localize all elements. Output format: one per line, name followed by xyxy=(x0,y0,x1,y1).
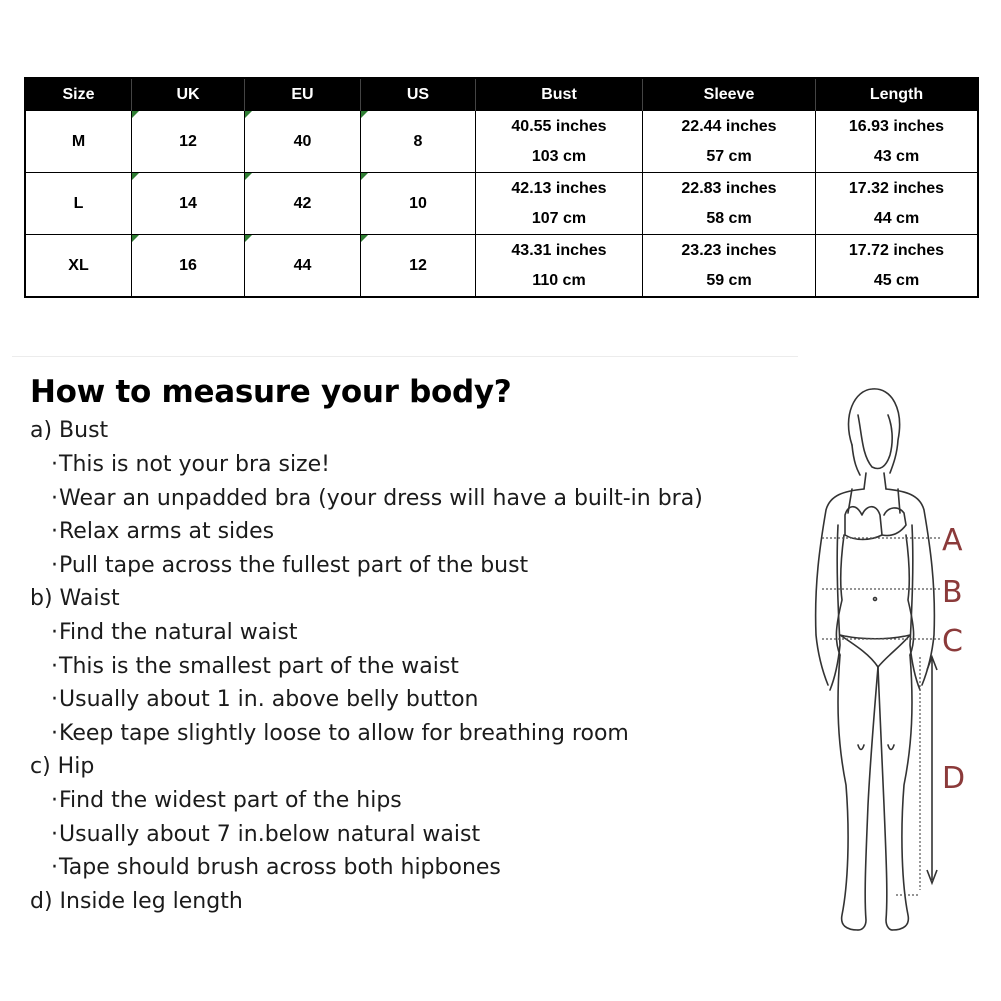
section-heading-waist: b) Waist xyxy=(30,586,120,611)
list-item-text: This is the smallest part of the waist xyxy=(59,653,459,679)
eu-value: 44 xyxy=(293,256,312,274)
label-a: A xyxy=(942,523,963,558)
eu-cell xyxy=(245,235,361,298)
header-bust: Bust xyxy=(476,78,643,111)
table-row xyxy=(25,111,978,173)
list-item xyxy=(30,515,810,549)
uk-value: 12 xyxy=(179,132,197,150)
us-cell xyxy=(361,173,476,235)
list-item xyxy=(30,818,810,852)
sleeve-cell xyxy=(643,173,816,235)
bust-cell xyxy=(476,111,643,173)
us-value: 12 xyxy=(409,256,427,274)
header-sleeve: Sleeve xyxy=(643,78,816,111)
bullet-dot-icon: · xyxy=(51,552,58,578)
section-heading-inside-leg: d) Inside leg length xyxy=(30,888,243,914)
section-divider xyxy=(12,356,798,357)
corner-marker-icon xyxy=(361,173,368,180)
us-cell xyxy=(361,111,476,173)
list-item-text: Relax arms at sides xyxy=(59,519,275,544)
length-cm: 43 cm xyxy=(873,147,920,165)
table-row xyxy=(25,173,978,235)
bust-cm: 103 cm xyxy=(531,147,587,165)
header-uk: UK xyxy=(132,78,245,111)
header-size: Size xyxy=(25,78,132,111)
section-heading-bust: a) Bust xyxy=(30,418,109,443)
bust-inches: 43.31 inches xyxy=(511,241,607,259)
list-item-text: Wear an unpadded bra (your dress will have a built-in bra) xyxy=(59,485,703,511)
corner-marker-icon xyxy=(132,173,139,180)
size-cell: L xyxy=(25,173,132,235)
sleeve-inches: 23.23 inches xyxy=(681,241,777,259)
corner-marker-icon xyxy=(361,235,368,242)
bullet-dot-icon: · xyxy=(51,720,58,746)
eu-value: 42 xyxy=(293,194,312,212)
eu-cell xyxy=(245,111,361,173)
bullet-dot-icon: · xyxy=(51,855,58,880)
us-value: 10 xyxy=(409,194,427,212)
eu-cell xyxy=(245,173,361,235)
list-item-text: Keep tape slightly loose to allow for breathing room xyxy=(59,720,629,746)
length-inches: 17.72 inches xyxy=(848,241,945,259)
eu-value: 40 xyxy=(293,132,312,150)
sleeve-inches: 22.44 inches xyxy=(681,117,777,135)
bullet-dot-icon: · xyxy=(51,519,58,544)
length-cell xyxy=(816,235,979,298)
header-eu: EU xyxy=(245,78,361,111)
list-item xyxy=(30,683,810,717)
sleeve-cm: 57 cm xyxy=(706,147,752,165)
list-item-text: Find the natural waist xyxy=(59,620,298,645)
table-row xyxy=(25,235,978,298)
body-measurement-figure xyxy=(800,385,985,940)
length-cm: 44 cm xyxy=(873,209,920,227)
size-cell: M xyxy=(25,111,132,173)
corner-marker-icon xyxy=(245,173,252,180)
uk-value: 16 xyxy=(179,256,197,274)
list-item xyxy=(30,448,810,482)
sleeve-cell xyxy=(643,111,816,173)
length-cell xyxy=(816,173,979,235)
guide-title: How to measure your body? xyxy=(30,374,512,410)
bullet-dot-icon: · xyxy=(51,452,58,477)
header-us: US xyxy=(361,78,476,111)
label-d: D xyxy=(942,761,966,796)
list-item xyxy=(30,650,810,684)
bust-cell xyxy=(476,235,643,298)
label-b: B xyxy=(942,575,963,610)
list-item xyxy=(30,784,810,818)
bullet-dot-icon: · xyxy=(51,788,58,813)
bullet-dot-icon: · xyxy=(51,620,58,645)
list-item xyxy=(30,549,810,583)
list-item xyxy=(30,717,810,751)
list-item-text: Usually about 7 in.below natural waist xyxy=(59,821,481,847)
length-inches: 16.93 inches xyxy=(848,117,945,135)
bullet-dot-icon: · xyxy=(51,653,58,679)
length-inches: 17.32 inches xyxy=(848,179,945,197)
header-length: Length xyxy=(816,78,979,111)
measurement-guide xyxy=(30,370,810,919)
bullet-dot-icon: · xyxy=(51,821,58,847)
length-cell xyxy=(816,111,979,173)
body-outline-icon xyxy=(816,389,935,930)
sleeve-cell xyxy=(643,235,816,298)
bust-cm: 110 cm xyxy=(532,271,586,289)
sleeve-inches: 22.83 inches xyxy=(681,179,777,197)
us-value: 8 xyxy=(413,132,423,150)
list-item-text: Pull tape across the fullest part of the bust xyxy=(59,552,529,578)
bust-cm: 107 cm xyxy=(531,209,587,227)
corner-marker-icon xyxy=(132,111,139,118)
list-item-text: Find the widest part of the hips xyxy=(59,788,402,813)
corner-marker-icon xyxy=(132,235,139,242)
corner-marker-icon xyxy=(361,111,368,118)
uk-cell xyxy=(132,173,245,235)
bullet-dot-icon: · xyxy=(51,687,58,712)
bullet-dot-icon: · xyxy=(51,485,58,511)
measurement-guides xyxy=(822,538,940,895)
section-heading-hip: c) Hip xyxy=(30,754,95,779)
corner-marker-icon xyxy=(245,235,252,242)
list-item xyxy=(30,616,810,650)
length-cm: 45 cm xyxy=(873,271,920,289)
label-c: C xyxy=(942,624,963,659)
uk-cell xyxy=(132,111,245,173)
bust-cell xyxy=(476,173,643,235)
list-item-text: Usually about 1 in. above belly button xyxy=(59,687,479,712)
size-chart-table xyxy=(24,77,979,298)
list-item xyxy=(30,851,810,885)
bust-inches: 42.13 inches xyxy=(511,179,607,197)
list-item xyxy=(30,482,810,516)
uk-cell xyxy=(132,235,245,298)
bust-inches: 40.55 inches xyxy=(511,117,607,135)
us-cell xyxy=(361,235,476,298)
sleeve-cm: 58 cm xyxy=(706,209,752,227)
corner-marker-icon xyxy=(245,111,252,118)
sleeve-cm: 59 cm xyxy=(706,271,752,289)
list-item-text: Tape should brush across both hipbones xyxy=(59,855,501,880)
size-cell: XL xyxy=(25,235,132,298)
table-header-row xyxy=(25,78,978,111)
uk-value: 14 xyxy=(179,194,197,212)
list-item-text: This is not your bra size! xyxy=(59,452,330,477)
